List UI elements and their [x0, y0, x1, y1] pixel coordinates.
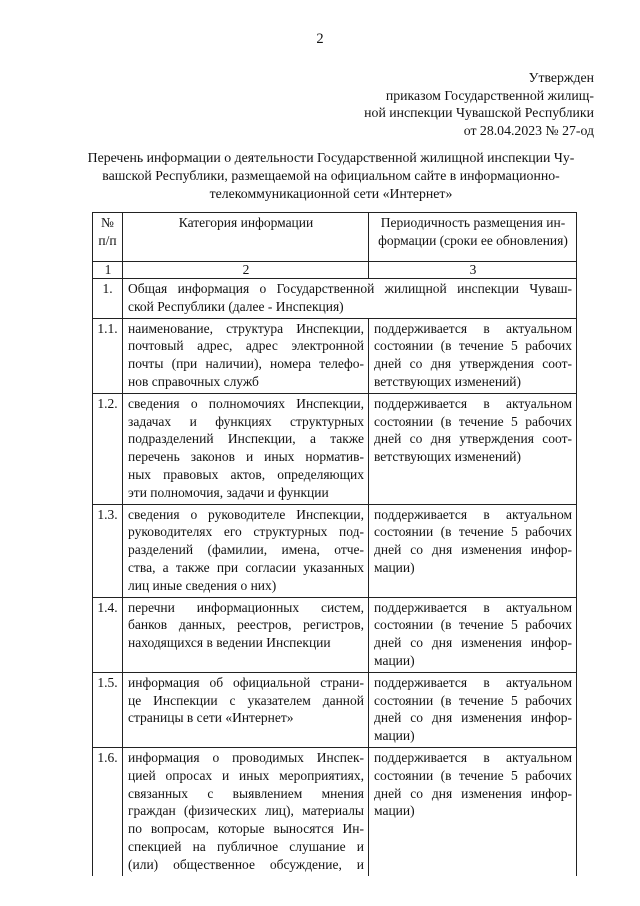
header-period [369, 213, 577, 262]
category-line: связанных с выявлением мнения [128, 785, 364, 801]
row-category [123, 393, 369, 504]
period-line: поддерживается в актуальном [374, 395, 572, 411]
information-table [92, 212, 577, 876]
row-number: 1.6. [93, 747, 123, 875]
period-line: состоянии (в течение 5 рабочих [374, 413, 572, 429]
table-row [93, 747, 577, 875]
period-line: дней со дня изменения инфор- [374, 710, 572, 726]
category-line: перечни информационных систем, [128, 599, 364, 615]
table-row [93, 597, 577, 672]
approval-line: ной инспекции Чувашской Республики [364, 105, 594, 120]
table-header-row [93, 213, 577, 262]
period-line: поддерживается в актуальном [374, 320, 572, 336]
category-line: почтовый адрес, адрес электронной [128, 338, 364, 354]
period-line: состоянии (в течение 5 рабочих [374, 338, 572, 354]
period-line: мации) [374, 728, 415, 744]
column-number-row [93, 262, 577, 279]
section-title [123, 279, 577, 319]
period-line: мации) [374, 559, 415, 575]
category-line: це Инспекции с указателем данной [128, 692, 364, 708]
category-line: цией опросах и иных мероприятиях, [128, 767, 364, 783]
row-number: 1.3. [93, 504, 123, 597]
column-number: 1 [93, 262, 123, 279]
row-category [123, 504, 369, 597]
approval-line: приказом Государственной жилищ- [385, 87, 594, 103]
period-line: ветствующих изменений) [374, 449, 522, 465]
table-row [93, 318, 577, 393]
row-period [369, 393, 577, 504]
header-period-line: формации (сроки ее обновления) [378, 232, 568, 248]
category-line: банков данных, реестров, регистров, [128, 617, 364, 633]
header-category: Категория информации [123, 213, 369, 262]
row-period [369, 504, 577, 597]
period-line: ветствующих изменений) [374, 373, 522, 389]
column-number: 2 [123, 262, 369, 279]
category-line: лиц иные сведения о них) [128, 577, 277, 593]
section-line: Общая информация о Государственной жилищной инспекции Чуваш- [128, 281, 572, 296]
category-line: сведения о руководителе Инспекции, [128, 506, 364, 522]
category-line: сведения о полномочиях Инспекции, [128, 395, 364, 411]
category-line: эти полномочия, задачи и функции [128, 484, 329, 500]
row-number: 1.1. [93, 318, 123, 393]
row-number: 1.2. [93, 393, 123, 504]
period-line: мации) [374, 803, 415, 819]
section-row [93, 279, 577, 319]
table-row [93, 393, 577, 504]
title-line: вашской Республики, размещаемой на официальном сайте в информационно- [102, 168, 560, 183]
category-line: руководителях его структурных под- [128, 524, 364, 540]
category-line: подразделений Инспекции, а также [128, 431, 364, 447]
period-line: дней со дня утверждения соот- [374, 431, 572, 447]
period-line: поддерживается в актуальном [374, 506, 572, 522]
category-line: (или) общественное обсуждение, и [128, 856, 364, 872]
period-line: мации) [374, 652, 415, 668]
row-category [123, 672, 369, 747]
row-category [123, 747, 369, 875]
period-line: состоянии (в течение 5 рабочих [374, 617, 572, 633]
approval-line: Утвержден [528, 70, 594, 85]
period-line: состоянии (в течение 5 рабочих [374, 692, 572, 708]
column-number: 3 [369, 262, 577, 279]
period-line: дней со дня изменения инфор- [374, 542, 572, 558]
category-line: разделений (фамилии, имена, отче- [128, 542, 364, 558]
category-line: задачах и функциях структурных [128, 413, 364, 429]
title-line: телекоммуникационной сети «Интернет» [209, 186, 453, 201]
category-line: наименование, структура Инспекции, [128, 320, 364, 336]
document-title [64, 149, 598, 203]
row-number: 1.4. [93, 597, 123, 672]
period-line: поддерживается в актуальном [374, 674, 572, 690]
category-line: перечень законов и иных норматив- [128, 449, 364, 465]
category-line: ных правовых актов, определяющих [128, 466, 364, 482]
row-period [369, 747, 577, 875]
section-line: ской Республики (далее - Инспекция) [128, 298, 344, 314]
header-period-line: Периодичность размещения ин- [380, 215, 566, 230]
row-category [123, 318, 369, 393]
header-num-line: п/п [98, 232, 117, 248]
row-period [369, 672, 577, 747]
table-row [93, 672, 577, 747]
category-line: ства, а также при согласии указанных [128, 559, 364, 575]
approval-line: от 28.04.2023 № 27-од [463, 122, 594, 138]
header-num [93, 213, 123, 262]
period-line: состоянии (в течение 5 рабочих [374, 767, 572, 783]
page-number: 2 [316, 31, 324, 47]
table-row [93, 504, 577, 597]
category-line: граждан (физических лиц), материалы [128, 803, 364, 819]
period-line: дней со дня утверждения соот- [374, 356, 572, 372]
header-num-line: № [101, 215, 114, 230]
period-line: дней со дня изменения инфор- [374, 635, 572, 651]
row-number: 1.5. [93, 672, 123, 747]
category-line: находящихся в ведении Инспекции [128, 635, 331, 651]
category-line: страницы в сети «Интернет» [128, 710, 294, 726]
approval-block [364, 69, 594, 139]
category-line: информация об официальной страни- [128, 674, 364, 690]
category-line: информация о проводимых Инспек- [128, 749, 364, 765]
row-period [369, 597, 577, 672]
category-line: спекцией на публичное слушание и [128, 838, 364, 854]
category-line: почты (при наличии), номера телефо- [128, 356, 364, 372]
period-line: состоянии (в течение 5 рабочих [374, 524, 572, 540]
title-line: Перечень информации о деятельности Государственной жилищной инспекции Чу- [87, 150, 575, 165]
category-line: по вопросам, которые выносятся Ин- [128, 821, 364, 837]
row-category [123, 597, 369, 672]
category-line: нов справочных служб [128, 373, 259, 389]
period-line: дней со дня изменения инфор- [374, 785, 572, 801]
row-period [369, 318, 577, 393]
row-number: 1. [93, 279, 123, 319]
period-line: поддерживается в актуальном [374, 749, 572, 765]
period-line: поддерживается в актуальном [374, 599, 572, 615]
